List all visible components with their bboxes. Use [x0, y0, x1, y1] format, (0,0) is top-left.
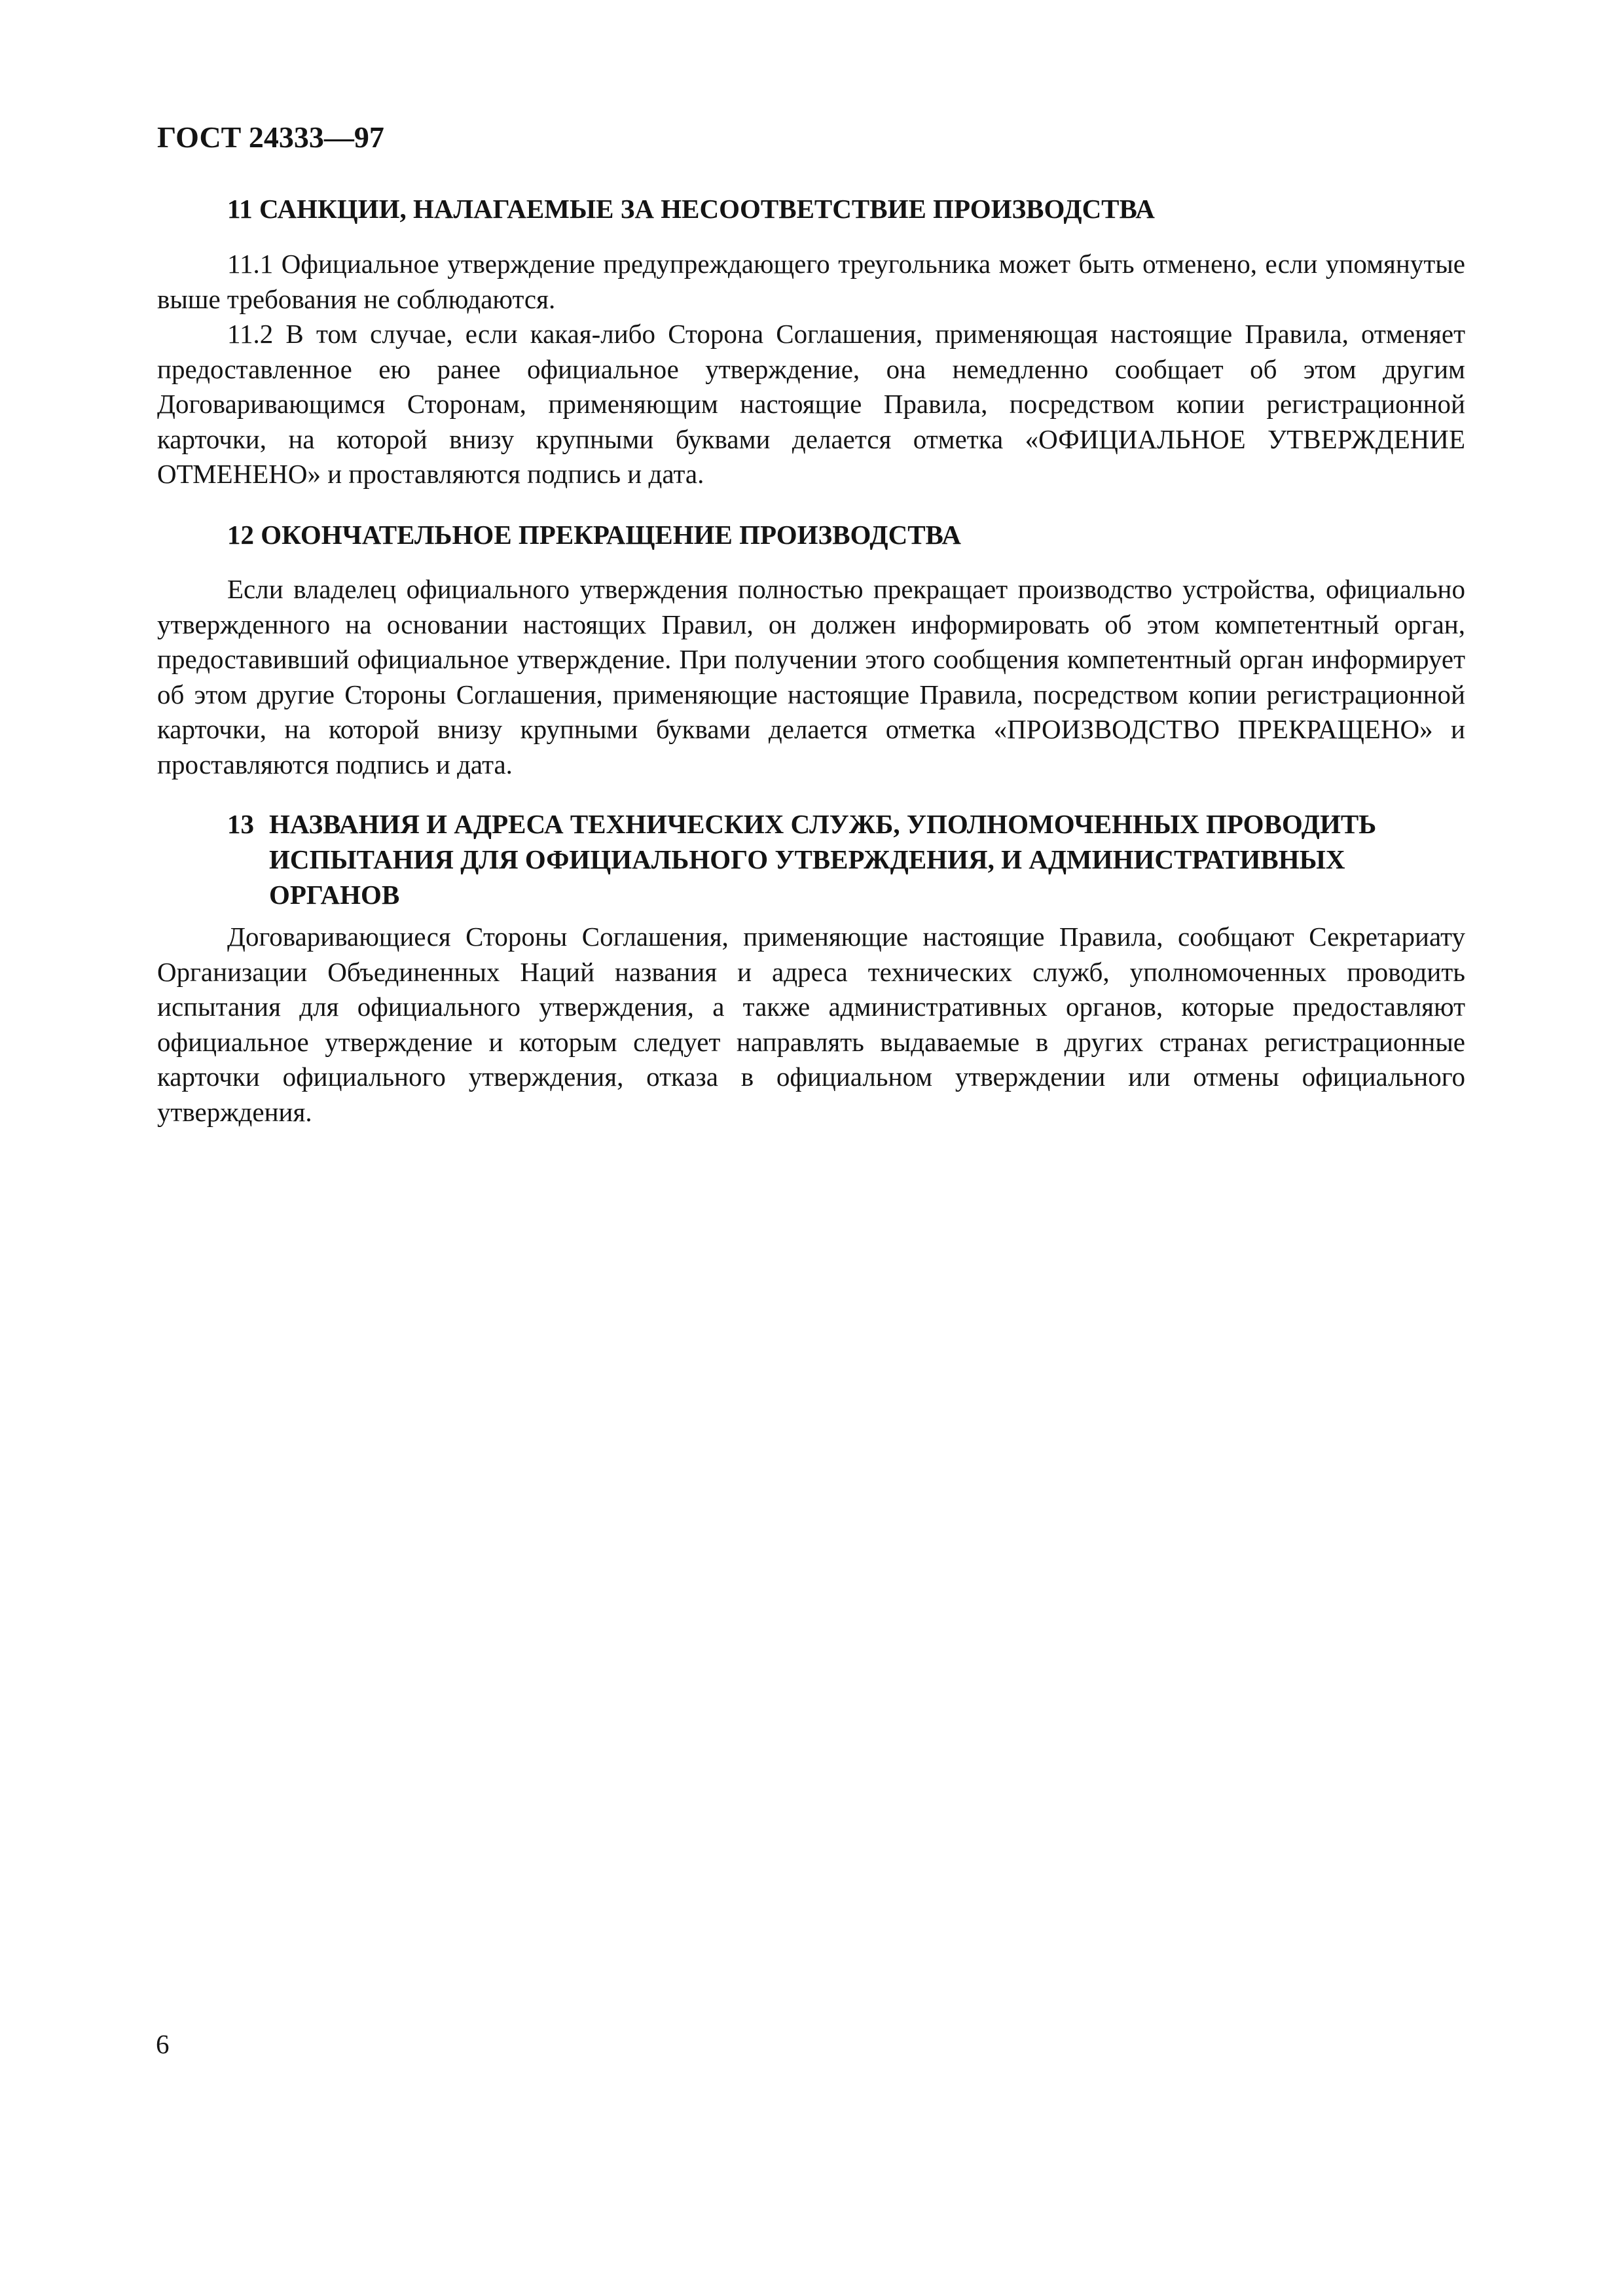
- section-11-paragraph-1: 11.1 Официальное утверждение предупреждающего треугольника может быть отменено, если упомянутые выше требования не соблюдаются.: [157, 249, 1465, 314]
- section-11-paragraph-2: 11.2 В том случае, если какая-либо Сторона Соглашения, применяющая настоящие Правила, отменяет предоставленное ею ранее официальное утверждение, она немедленно сообщает об этом другим Договаривающимся Сторонам, применяющим настоящие Правила, посредством копии регистрационной карточки, на которой внизу крупными буквами делается отметка «ОФИЦИАЛЬНОЕ УТВЕРЖДЕНИЕ ОТМЕНЕНО» и проставляются подпись и дата.: [157, 319, 1465, 489]
- section-12-body: [157, 572, 1465, 782]
- section-11-body: [157, 247, 1465, 492]
- section-13-number: 13: [227, 809, 254, 839]
- section-13-body: [157, 920, 1465, 1130]
- document-code-header: ГОСТ 24333—97: [157, 120, 384, 154]
- section-13-title: [227, 806, 1465, 912]
- section-12-title: 12 ОКОНЧАТЕЛЬНОЕ ПРЕКРАЩЕНИЕ ПРОИЗВОДСТВА: [227, 520, 961, 550]
- section-13-paragraph-1: Договаривающиеся Стороны Соглашения, применяющие настоящие Правила, сообщают Секретариату Организации Объединенных Наций названия и адреса технических служб, уполномоченных проводить испытания для официального утверждения, а также административных органов, которые предоставляют официальное утверждение и которым следует направлять выдаваемые в других странах регистрационные карточки официального утверждения, отказа в официальном утверждении или отмены официального утверждения.: [157, 922, 1465, 1127]
- section-12-paragraph-1: Если владелец официального утверждения полностью прекращает производство устройства, официально утвержденного на основании настоящих Правил, он должен информировать об этом компетентный орган, предоставивший официальное утверждение. При получении этого сообщения компетентный орган информирует об этом другие Стороны Соглашения, применяющие настоящие Правила, посредством копии регистрационной карточки, на которой внизу крупными буквами делается отметка «ПРОИЗВОДСТВО ПРЕКРАЩЕНО» и проставляются подпись и дата.: [157, 574, 1465, 780]
- section-13-title-text: НАЗВАНИЯ И АДРЕСА ТЕХНИЧЕСКИХ СЛУЖБ, УПОЛНОМОЧЕННЫХ ПРОВОДИТЬ ИСПЫТАНИЯ ДЛЯ ОФИЦИАЛЬНОГО УТВЕРЖДЕНИЯ, И АДМИНИСТРАТИВНЫХ ОРГАНОВ: [269, 809, 1377, 910]
- page-number: 6: [156, 2029, 170, 2059]
- section-11-title: 11 САНКЦИИ, НАЛАГАЕМЫЕ ЗА НЕСООТВЕТСТВИЕ ПРОИЗВОДСТВА: [227, 194, 1155, 224]
